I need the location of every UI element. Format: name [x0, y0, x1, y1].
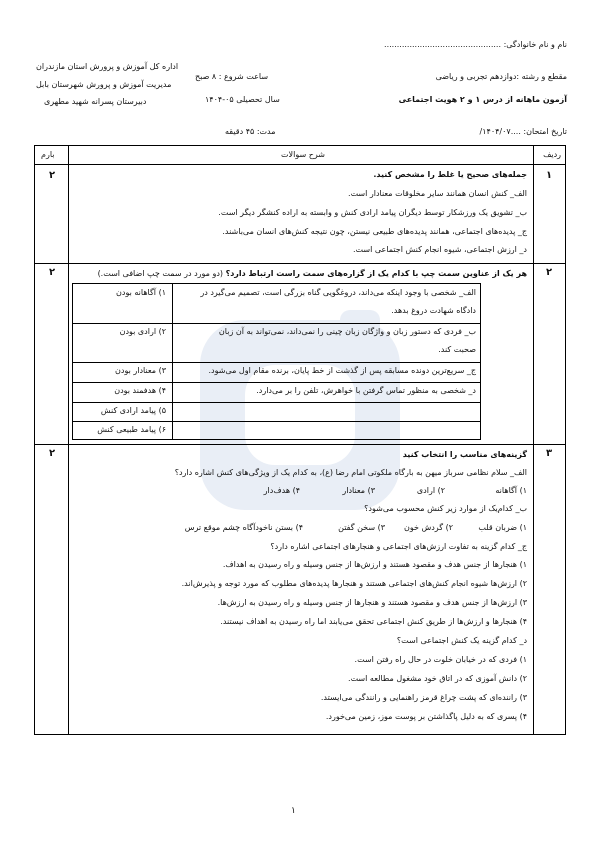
question-title: گزینه‌های مناسب را انتخاب کنید — [402, 450, 527, 459]
matching-row-divider — [73, 323, 480, 324]
score-column — [35, 146, 69, 734]
question-item: د_ ارزش اجتماعی، شیوه انجام کنش اجتماعی است. — [352, 245, 527, 254]
option-6: ۶) پیامد طبیعی کنش — [97, 425, 166, 434]
school-year-field: سال تحصیلی ۰۵-۱۴۰۴ — [205, 95, 280, 104]
option: ۲) ارزش‌ها شیوه انجام کنش‌های اجتماعی هستند و هنجارها پدیده‌های مطلوب که مورد توجه و پذیرش‌اند. — [181, 579, 527, 588]
duration-field: مدت: ۴۵ دقیقه — [225, 127, 276, 136]
statement-b-cont: صحبت کند. — [438, 345, 476, 354]
matching-table — [72, 283, 481, 440]
option-5: ۵) پیامد ارادی کنش — [100, 406, 166, 415]
question-number: ۲ — [545, 267, 553, 278]
matching-row-divider — [73, 421, 480, 422]
option-4: ۴) هدفمند بودن — [114, 386, 166, 395]
exam-title: آزمون ماهانه از درس ۱ و ۲ هویت اجتماعی — [398, 95, 567, 104]
question-title — [98, 269, 527, 278]
question-item: ب_ کدام‌یک از موارد زیر کنش محسوب می‌شود؟ — [364, 504, 527, 513]
option: ۱) هنجارها از جنس هدف و مقصود هستند و ارزش‌ها از جنس وسیله و راه رسیدن به اهداف. — [222, 560, 527, 569]
question-item: د_ کدام گزینه یک کنش اجتماعی است؟ — [396, 636, 527, 645]
exam-date-field: تاریخ امتحان: ....۱۴۰۴/۰۷/ — [479, 127, 567, 136]
question-item: ج_ کدام گزینه به تفاوت ارزش‌های اجتماعی و هنجارهای اجتماعی اشاره دارد؟ — [270, 542, 527, 551]
statement-c: ج_ سریع‌ترین دونده مسابقه پس از گذشت از خط پایان، برنده مقام اول می‌شود. — [208, 366, 476, 375]
org-line-2: مدیریت آموزش و پرورش شهرستان بابل — [36, 80, 172, 89]
option: ۲) ارادی — [416, 486, 445, 495]
question-item: الف_ کنش انسان همانند سایر مخلوقات معنادار است. — [348, 189, 527, 198]
question-score: ۲ — [48, 448, 56, 459]
header-questions: شرح سوالات — [281, 150, 325, 159]
statement-a: الف_ شخصی با وجود اینکه می‌داند، دروغگویی گناه بزرگی است، تصمیم می‌گیرد در — [200, 288, 476, 297]
matching-row-divider — [73, 362, 480, 363]
question-score: ۲ — [48, 267, 56, 278]
option: ۲) دانش آموزی که در اتاق خود مشغول مطالعه است. — [348, 674, 527, 683]
divider-q2-q3 — [35, 444, 565, 445]
questions-table — [34, 145, 566, 735]
option: ۴) هنجارها و ارزش‌ها از طریق کنش اجتماعی تحقق می‌یابند اما راه رسیدن به اهداف نیستند. — [220, 617, 527, 626]
name-label: نام و نام خانوادگی: — [503, 40, 567, 49]
option: ۳) ارزش‌ها از جنس هدف و مقصود هستند و هنجارها از جنس وسیله و راه رسیدن به ارزش‌ها. — [217, 598, 527, 607]
statement-b: ب_ فردی که دستور زبان و واژگان زبان چینی را نمی‌داند، نمی‌تواند به آن زبان — [218, 327, 476, 336]
option: ۳) راننده‌ای که پشت چراغ قرمز راهنمایی و رانندگی می‌ایستد. — [320, 693, 527, 702]
option-3: ۳) معنادار بودن — [115, 366, 166, 375]
header-score: بارم — [41, 150, 55, 159]
question-item: الف_ سلام نظامی سرباز میهن به بارگاه ملکوتی امام رضا (ع)، به کدام یک از ویژگی‌های کنش اشاره دارد؟ — [174, 468, 527, 477]
table-header — [35, 146, 565, 165]
option: ۴) بستن ناخودآگاه چشم موقع ترس — [184, 523, 303, 532]
name-dots: .............................................. — [384, 40, 502, 49]
org-line-3: دبیرستان پسرانه شهید مطهری — [44, 97, 147, 106]
option: ۳) سخن گفتن — [338, 523, 385, 532]
option: ۱) آگاهانه — [495, 486, 527, 495]
student-name-field — [384, 40, 567, 49]
option: ۱) فردی که در خیابان خلوت در حال راه رفتن است. — [354, 655, 527, 664]
grade-field: مقطع و رشته :دوازدهم تجربی و ریاضی — [435, 72, 567, 81]
question-number: ۱ — [545, 170, 553, 181]
question-item: ج_ پدیده‌های اجتماعی، همانند پدیده‌های طبیعی نیستن، چون نتیجه کنش‌های انسان می‌باشند. — [222, 227, 527, 236]
divider-q1-q2 — [35, 263, 565, 264]
option-2: ۲) ارادی بودن — [119, 327, 166, 336]
statement-d: د_ شخصی به منظور تماس گرفتن با خواهرش، تلفن را بر می‌دارد. — [256, 386, 476, 395]
option: ۳) معنادار — [342, 486, 375, 495]
page-number: ۱ — [291, 806, 296, 816]
question-number: ۳ — [545, 448, 553, 459]
question-score: ۲ — [48, 170, 56, 181]
question-title-main: هر یک از عناوین سمت چپ با کدام یک از گزاره‌های سمت راست ارتباط دارد؟ — [225, 269, 527, 278]
question-item: ب_ تشویق یک ورزشکار توسط دیگران پیامد ارادی کنش و وابسته به اراده کنشگر دیگر است. — [218, 208, 527, 217]
option-1: ۱) آگاهانه بودن — [116, 288, 166, 297]
option: ۲) گردش خون — [403, 523, 453, 532]
row-number-column — [533, 146, 565, 734]
option: ۴) پسری که به دلیل پاگذاشتن بر پوست موز، زمین می‌خورد. — [325, 712, 527, 721]
question-title-note: (دو مورد در سمت چپ اضافی است.) — [97, 269, 224, 278]
statement-a-cont: دادگاه شهادت دروغ بدهد. — [391, 306, 476, 315]
org-line-1: اداره کل آموزش و پرورش استان مازندران — [36, 62, 179, 71]
matching-row-divider — [73, 402, 480, 403]
header-row: ردیف — [543, 150, 561, 159]
matching-row-divider — [73, 382, 480, 383]
option: ۱) ضربان قلب — [478, 523, 527, 532]
option: ۴) هدف‌دار — [263, 486, 300, 495]
start-time-field: ساعت شروع : ۸ صبح — [195, 72, 269, 81]
question-title: جمله‌های صحیح یا غلط را مشخص کنید. — [373, 170, 527, 179]
